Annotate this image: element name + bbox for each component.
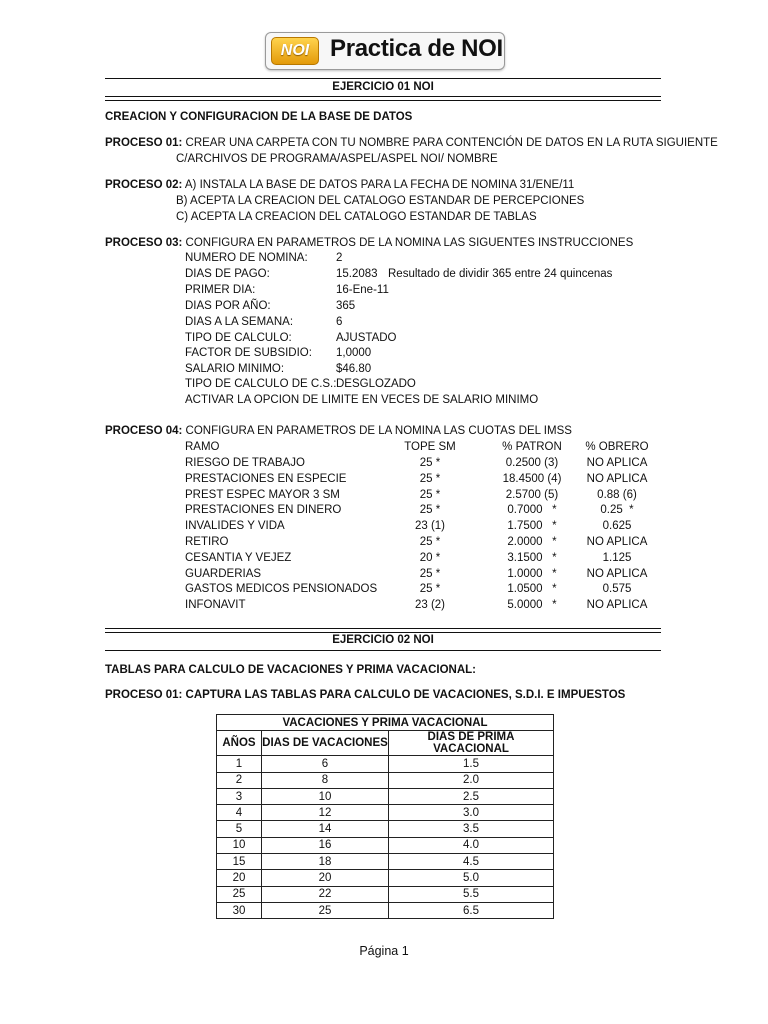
table-cell: 25 bbox=[217, 886, 262, 902]
table-cell: 16 bbox=[262, 837, 389, 853]
table-row bbox=[217, 788, 554, 804]
proceso-02-label: PROCESO 02: bbox=[105, 179, 183, 191]
divider-ejercicio-02-bottom bbox=[105, 650, 661, 651]
table-row bbox=[217, 886, 554, 902]
table-cell: 10 bbox=[262, 788, 389, 804]
table-cell: 4.0 bbox=[389, 837, 554, 853]
table-cell: 3 bbox=[217, 788, 262, 804]
imss-cell-tope: 25 * bbox=[419, 489, 441, 501]
table-cell: 15 bbox=[217, 854, 262, 870]
imss-cell-tope: 25 * bbox=[419, 583, 441, 595]
imss-cell-patron: 2.5700 (5) bbox=[505, 489, 559, 501]
imss-cell-patron: 1.0000 * bbox=[507, 568, 557, 580]
table-cell: 2 bbox=[217, 772, 262, 788]
table-cell: 8 bbox=[262, 772, 389, 788]
ejercicio-02-title: EJERCICIO 02 NOI bbox=[332, 634, 434, 646]
imss-cell-ramo: GASTOS MEDICOS PENSIONADOS bbox=[185, 583, 378, 595]
imss-cell-obrero: 0.88 (6) bbox=[597, 489, 637, 501]
imss-cell-obrero: 0.625 bbox=[602, 520, 632, 532]
table-cell: 6.5 bbox=[389, 902, 554, 918]
imss-cell-patron: 2.0000 * bbox=[507, 536, 557, 548]
col-header-anos: AÑOS bbox=[217, 731, 262, 756]
table-cell: 3.5 bbox=[389, 821, 554, 837]
param-key: TIPO DE CALCULO: bbox=[185, 332, 292, 344]
imss-cell-obrero: NO APLICA bbox=[586, 599, 648, 611]
proceso-01 bbox=[105, 137, 718, 149]
imss-header-tope: TOPE SM bbox=[404, 441, 456, 453]
proceso-02-line1: A) INSTALA LA BASE DE DATOS PARA LA FECHA DE NOMINA 31/ENE/11 bbox=[184, 179, 575, 191]
imss-cell-tope: 23 (2) bbox=[414, 599, 446, 611]
ej1-subtitle: CREACION Y CONFIGURACION DE LA BASE DE DATOS bbox=[105, 111, 413, 123]
table-cell: 20 bbox=[262, 870, 389, 886]
imss-cell-tope: 25 * bbox=[419, 536, 441, 548]
noi-logo-badge: NOI bbox=[271, 37, 319, 65]
table-row bbox=[217, 821, 554, 837]
table-row bbox=[217, 837, 554, 853]
imss-cell-tope: 20 * bbox=[419, 552, 441, 564]
imss-cell-patron: 0.7000 * bbox=[507, 504, 557, 516]
imss-cell-obrero: 0.575 bbox=[602, 583, 632, 595]
param-value: DESGLOZADO bbox=[336, 378, 416, 390]
table-row bbox=[217, 854, 554, 870]
col-header-dias-prima: DIAS DE PRIMA VACACIONAL bbox=[389, 731, 554, 756]
imss-cell-ramo: INVALIDES Y VIDA bbox=[185, 520, 285, 532]
param-key: DIAS DE PAGO: bbox=[185, 268, 270, 280]
proceso-01-line2: C/ARCHIVOS DE PROGRAMA/ASPEL/ASPEL NOI/ NOMBRE bbox=[176, 153, 498, 165]
imss-cell-tope: 25 * bbox=[419, 457, 441, 469]
proceso-04 bbox=[105, 425, 572, 437]
ej2-proceso-01: PROCESO 01: CAPTURA LAS TABLAS PARA CALCULO DE VACACIONES, S.D.I. E IMPUESTOS bbox=[105, 689, 626, 701]
imss-cell-ramo: RIESGO DE TRABAJO bbox=[185, 457, 305, 469]
imss-cell-obrero: 0.25 * bbox=[600, 504, 634, 516]
proceso-02 bbox=[105, 179, 574, 191]
imss-cell-ramo: PRESTACIONES EN ESPECIE bbox=[185, 473, 347, 485]
table-cell: 2.0 bbox=[389, 772, 554, 788]
param-value: 16-Ene-11 bbox=[336, 284, 389, 296]
table-cell: 5.5 bbox=[389, 886, 554, 902]
imss-cell-tope: 25 * bbox=[419, 568, 441, 580]
divider-top bbox=[105, 78, 661, 79]
imss-cell-tope: 25 * bbox=[419, 504, 441, 516]
proceso-02-line2: B) ACEPTA LA CREACION DEL CATALOGO ESTANDAR DE PERCEPCIONES bbox=[176, 195, 585, 207]
table-cell: 1 bbox=[217, 756, 262, 772]
table-cell: 4.5 bbox=[389, 854, 554, 870]
page-number: Página 1 bbox=[359, 944, 409, 958]
imss-cell-ramo: GUARDERIAS bbox=[185, 568, 262, 580]
imss-cell-tope: 25 * bbox=[419, 473, 441, 485]
param-value: 2 bbox=[336, 252, 343, 264]
imss-cell-obrero: NO APLICA bbox=[586, 568, 648, 580]
vacaciones-table-caption: VACACIONES Y PRIMA VACACIONAL bbox=[217, 715, 554, 731]
imss-cell-ramo: RETIRO bbox=[185, 536, 229, 548]
col-header-dias-vacaciones: DIAS DE VACACIONES bbox=[262, 731, 389, 756]
proceso-03-closing: ACTIVAR LA OPCION DE LIMITE EN VECES DE SALARIO MINIMO bbox=[185, 394, 539, 406]
proceso-03-intro: CONFIGURA EN PARAMETROS DE LA NOMINA LAS SIGUENTES INSTRUCCIONES bbox=[185, 237, 634, 249]
imss-header-ramo: RAMO bbox=[185, 441, 220, 453]
ej2-subtitle: TABLAS PARA CALCULO DE VACACIONES Y PRIMA VACACIONAL: bbox=[105, 664, 476, 676]
table-cell: 1.5 bbox=[389, 756, 554, 772]
param-value: AJUSTADO bbox=[336, 332, 397, 344]
param-key: SALARIO MINIMO: bbox=[185, 363, 285, 375]
imss-cell-patron: 18.4500 (4) bbox=[502, 473, 562, 485]
header-logo bbox=[265, 32, 505, 70]
proceso-04-intro: CONFIGURA EN PARAMETROS DE LA NOMINA LAS CUOTAS DEL IMSS bbox=[185, 425, 572, 437]
proceso-01-line1: CREAR UNA CARPETA CON TU NOMBRE PARA CONTENCIÓN DE DATOS EN LA RUTA SIGUIENTE bbox=[185, 137, 718, 149]
imss-cell-patron: 5.0000 * bbox=[507, 599, 557, 611]
imss-cell-ramo: PREST ESPEC MAYOR 3 SM bbox=[185, 489, 340, 501]
table-row bbox=[217, 870, 554, 886]
table-cell: 10 bbox=[217, 837, 262, 853]
table-cell: 5.0 bbox=[389, 870, 554, 886]
param-key: DIAS A LA SEMANA: bbox=[185, 316, 294, 328]
param-value: 1,0000 bbox=[336, 347, 372, 359]
param-key: TIPO DE CALCULO DE C.S.: bbox=[185, 378, 337, 390]
param-note: Resultado de dividir 365 entre 24 quincenas bbox=[388, 268, 613, 280]
proceso-01-label: PROCESO 01: bbox=[105, 137, 183, 149]
table-cell: 6 bbox=[262, 756, 389, 772]
imss-cell-patron: 1.0500 * bbox=[507, 583, 557, 595]
param-key: NUMERO DE NOMINA: bbox=[185, 252, 308, 264]
table-row bbox=[217, 756, 554, 772]
imss-header-obrero: % OBRERO bbox=[585, 441, 649, 453]
param-value: $46.80 bbox=[336, 363, 372, 375]
table-cell: 4 bbox=[217, 805, 262, 821]
table-row bbox=[217, 805, 554, 821]
imss-cell-ramo: CESANTIA Y VEJEZ bbox=[185, 552, 292, 564]
table-cell: 20 bbox=[217, 870, 262, 886]
imss-header-patron: % PATRON bbox=[502, 441, 562, 453]
imss-cell-ramo: PRESTACIONES EN DINERO bbox=[185, 504, 342, 516]
imss-cell-obrero: NO APLICA bbox=[586, 473, 648, 485]
imss-cell-tope: 23 (1) bbox=[414, 520, 446, 532]
param-key: DIAS POR AÑO: bbox=[185, 300, 271, 312]
imss-cell-obrero: NO APLICA bbox=[586, 536, 648, 548]
table-cell: 14 bbox=[262, 821, 389, 837]
table-cell: 12 bbox=[262, 805, 389, 821]
proceso-04-label: PROCESO 04: bbox=[105, 425, 183, 437]
table-cell: 22 bbox=[262, 886, 389, 902]
imss-cell-patron: 1.7500 * bbox=[507, 520, 557, 532]
table-row bbox=[217, 772, 554, 788]
vacaciones-table bbox=[216, 714, 554, 919]
table-cell: 18 bbox=[262, 854, 389, 870]
table-cell: 3.0 bbox=[389, 805, 554, 821]
table-cell: 30 bbox=[217, 902, 262, 918]
table-cell: 2.5 bbox=[389, 788, 554, 804]
table-cell: 25 bbox=[262, 902, 389, 918]
divider-ejercicio-01 bbox=[105, 96, 661, 101]
imss-cell-obrero: NO APLICA bbox=[586, 457, 648, 469]
proceso-02-line3: C) ACEPTA LA CREACION DEL CATALOGO ESTANDAR DE TABLAS bbox=[176, 211, 537, 223]
divider-ejercicio-02-top bbox=[105, 628, 661, 633]
proceso-03 bbox=[105, 237, 633, 249]
param-value: 365 bbox=[336, 300, 356, 312]
imss-cell-patron: 3.1500 * bbox=[507, 552, 557, 564]
imss-cell-patron: 0.2500 (3) bbox=[505, 457, 559, 469]
table-row bbox=[217, 902, 554, 918]
param-value: 15.2083 bbox=[336, 268, 378, 280]
param-value: 6 bbox=[336, 316, 343, 328]
table-cell: 5 bbox=[217, 821, 262, 837]
page-title: Practica de NOI bbox=[330, 35, 503, 62]
imss-cell-ramo: INFONAVIT bbox=[185, 599, 246, 611]
proceso-03-label: PROCESO 03: bbox=[105, 237, 183, 249]
ejercicio-01-title: EJERCICIO 01 NOI bbox=[332, 81, 434, 93]
imss-cell-obrero: 1.125 bbox=[602, 552, 632, 564]
param-key: PRIMER DIA: bbox=[185, 284, 256, 296]
param-key: FACTOR DE SUBSIDIO: bbox=[185, 347, 312, 359]
